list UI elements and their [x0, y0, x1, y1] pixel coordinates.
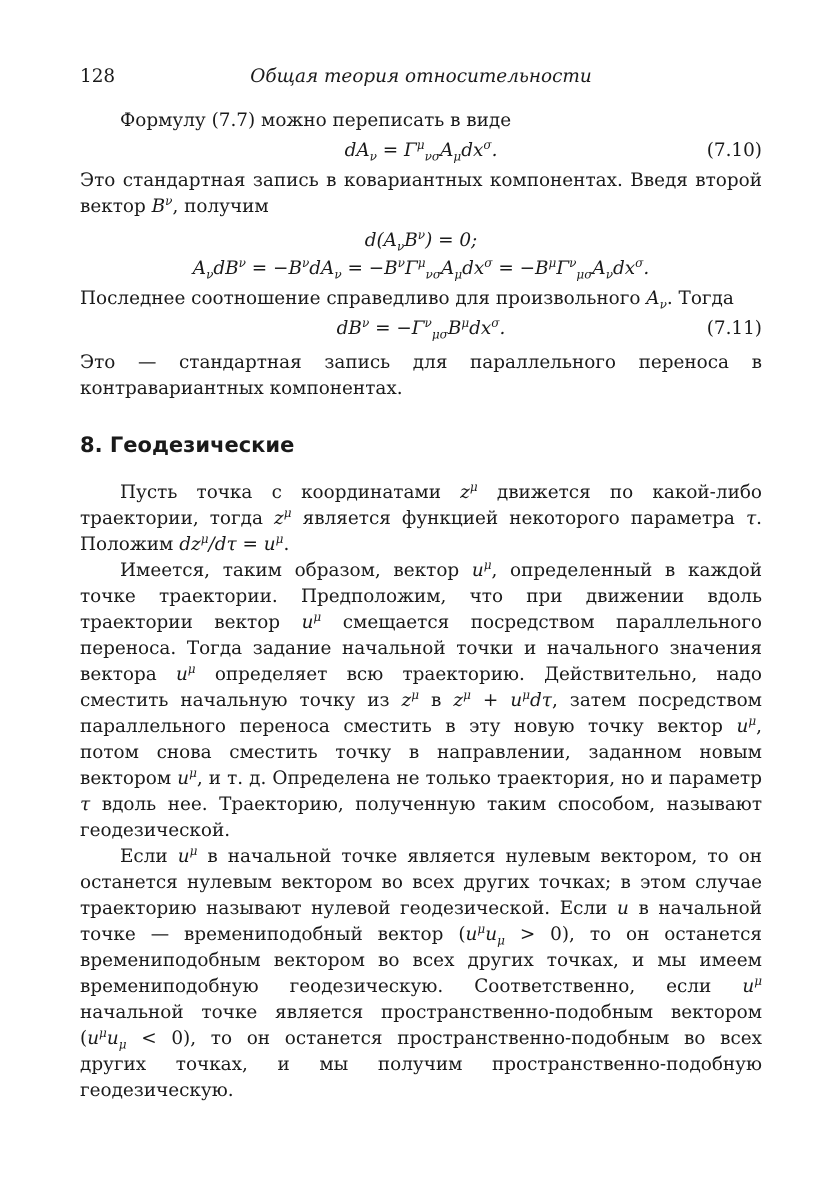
equation-7-11 — [80, 312, 762, 346]
equation-7-11-body: $dB^\nu = -\Gamma^\nu_{\mu\sigma}B^\mu dx^\sigma$. — [336, 315, 506, 342]
paragraph-2: Это стандартная запись в ковариантных компонентах. Введя второй вектор $B^\nu$, получим — [80, 170, 762, 217]
page-header — [80, 64, 762, 92]
paragraph-4: Это — стандартная запись для параллельного переноса в контравариантных компонентах. — [80, 352, 762, 399]
equation-7-10-body: $dA_\nu = \Gamma^\mu_{\nu\sigma}A_\mu dx^\sigma$. — [344, 137, 498, 164]
section-paragraph-1: Пусть точка с координатами $z^\mu$ движется по какой-либо траектории, тогда $z^\mu$ является функцией некоторого параметра τ. Положим $dz^\mu/d\tau = u^\mu$. — [80, 479, 762, 555]
equation-number: (7.10) — [706, 140, 762, 161]
equation-number: (7.11) — [706, 318, 762, 339]
equation-expansion: $A_\nu dB^\nu = -B^\nu dA_\nu = -B^\nu\Gamma^\mu_{\nu\sigma}A_\mu dx^\sigma = -B^\mu\Gamma^\nu_{\mu\sigma}A_\nu dx^\sigma$. — [192, 255, 650, 282]
paragraph-1: Формулу (7.7) можно переписать в виде — [120, 110, 512, 131]
equation-7-10 — [80, 134, 762, 168]
running-title: Общая теория относительности — [250, 66, 592, 87]
book-page — [80, 64, 762, 1104]
page-number: 128 — [80, 66, 116, 87]
section-title: 8. Геодезические — [80, 433, 295, 457]
equation-product: $d(A_\nu B^\nu) = 0$; — [364, 227, 478, 254]
paragraph-3: Последнее соотношение справедливо для произвольного $A_\nu$. Тогда — [80, 288, 734, 312]
section-paragraph-2: Имеется, таким образом, вектор $u^\mu$, определенный в каждой точке траектории. Предположим, что при движении вдоль траектории вектор $u^\mu$ смещается посредством параллельного переноса. Тогда задание начальной точки и начального значения вектора $u^\mu$ определяет всю траекторию. Действительно, надо сместить начальную точку из $z^\mu$ в $z^\mu + u^\mu d\tau$, затем посредством параллельного переноса сместить в эту новую точку вектор $u^\mu$, потом снова сместить точку в направлении, заданном новым вектором $u^\mu$, и т. д. Определена не только траектория, но и параметр τ вдоль нее. Траекторию, полученную таким способом, называют геодезической. — [80, 557, 762, 841]
section-paragraph-3: Если $u^\mu$ в начальной точке является нулевым вектором, то он останется нулевым вектором во всех других точках; в этом случае траекторию называют нулевой геодезической. Если u в начальной точке — времениподобный вектор $(u^\mu u_\mu > 0)$, то он останется времениподобным вектором во всех других точках, и мы имеем времениподобную геодезическую. Соответственно, если $u^\mu$ начальной точке является пространственно-подобным вектором $(u^\mu u_\mu < 0)$, то он останется пространственно-подобным во всех других точках, и мы получим пространственно-подобную геодезическую. — [80, 843, 763, 1101]
